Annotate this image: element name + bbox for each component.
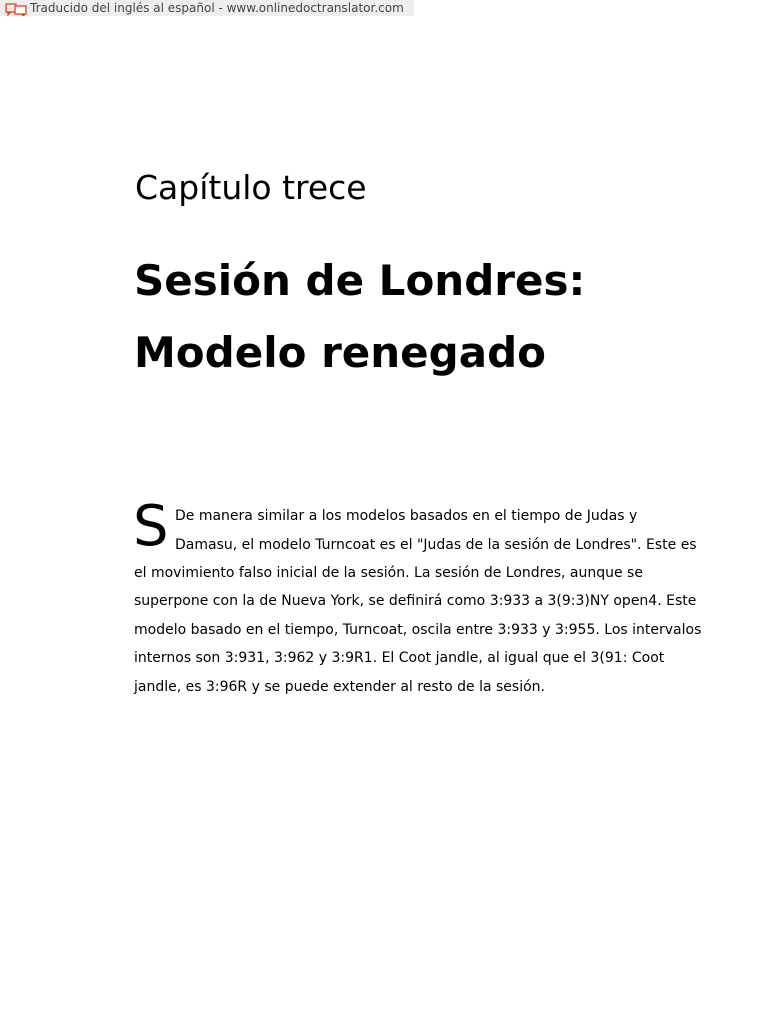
body-line: internos son 3:931, 3:962 y 3:9R1. El Coot jandle, al igual que el 3(91: Coot: [134, 650, 665, 666]
body-line: superpone con la de Nueva York, se definirá como 3:933 a 3(9:3)NY open4. Este: [134, 593, 697, 609]
body-line: De manera similar a los modelos basados en el tiempo de Judas y: [175, 508, 638, 524]
chapter-title: [134, 245, 694, 389]
translation-banner: [0, 0, 414, 16]
body-line: jandle, es 3:96R y se puede extender al resto de la sesión.: [134, 679, 545, 695]
body-line: Damasu, el modelo Turncoat es el "Judas de la sesión de Londres". Este es: [175, 537, 697, 553]
translate-icon: [5, 1, 29, 15]
chapter-title-line-1: Sesión de Londres:: [134, 256, 586, 305]
body-line: modelo basado en el tiempo, Turncoat, oscila entre 3:933 y 3:955. Los intervalos: [134, 622, 702, 638]
chapter-title-line-2: Modelo renegado: [134, 328, 546, 377]
drop-cap: S: [133, 494, 169, 559]
banner-text[interactable]: Traducido del inglés al español - www.onlinedoctranslator.com: [30, 1, 404, 15]
chapter-label: Capítulo trece: [135, 168, 367, 207]
body-line: el movimiento falso inicial de la sesión. La sesión de Londres, aunque se: [134, 565, 643, 581]
